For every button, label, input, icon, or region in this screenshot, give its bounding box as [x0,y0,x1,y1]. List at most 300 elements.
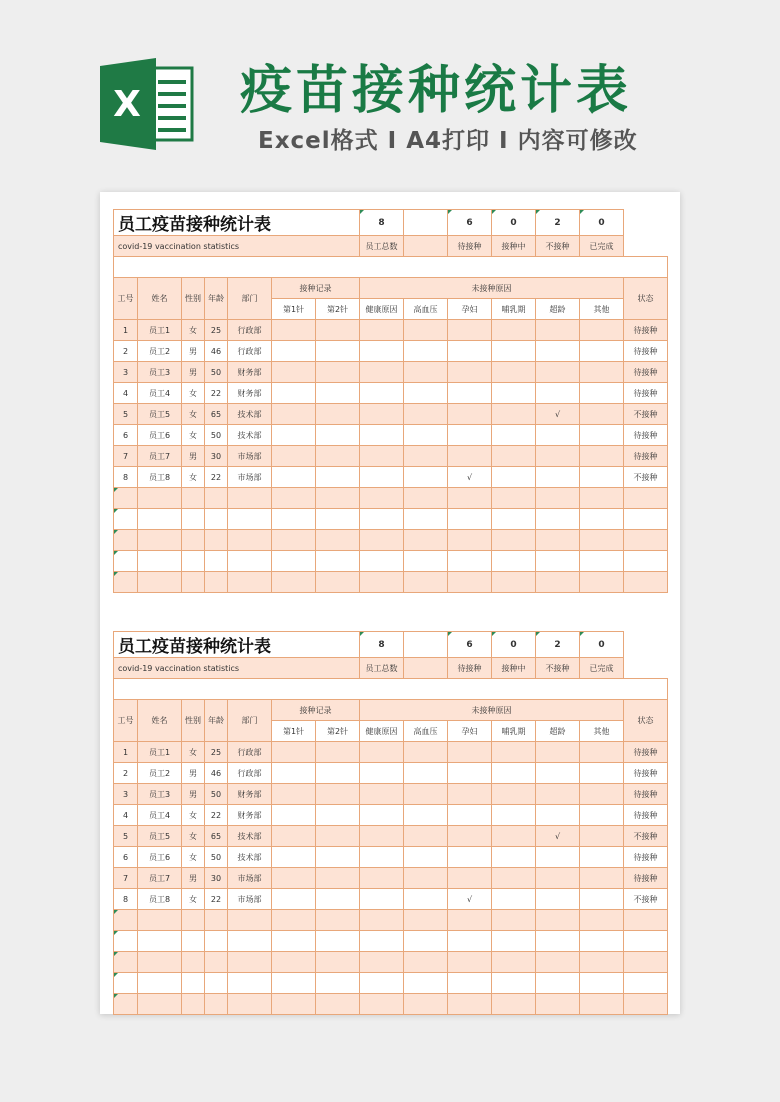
sheet-subtitle: covid-19 vaccination statistics [114,236,360,257]
cell-dose1[interactable] [272,784,316,805]
empty-cell[interactable] [492,994,536,1015]
cell-health[interactable] [360,847,404,868]
empty-cell[interactable] [448,910,492,931]
empty-cell[interactable] [360,551,404,572]
cell-health[interactable] [360,763,404,784]
empty-cell[interactable] [492,931,536,952]
empty-cell[interactable] [182,931,205,952]
cell-nursing[interactable] [492,320,536,341]
cell-other[interactable] [580,446,624,467]
cell-id: 7 [114,446,138,467]
cell-overage[interactable] [536,847,580,868]
empty-cell[interactable] [205,551,228,572]
empty-cell[interactable] [316,572,360,593]
cell-age: 50 [205,362,228,383]
empty-cell[interactable] [182,488,205,509]
cell-nursing[interactable] [492,446,536,467]
empty-cell[interactable] [404,572,448,593]
empty-cell[interactable] [272,530,316,551]
empty-cell[interactable] [580,509,624,530]
empty-cell[interactable] [492,910,536,931]
cell-dept: 市场部 [228,889,272,910]
cell-nursing[interactable] [492,742,536,763]
cell-health[interactable] [360,868,404,889]
cell-dose2[interactable] [316,847,360,868]
empty-cell[interactable] [404,509,448,530]
empty-cell[interactable] [272,994,316,1015]
empty-cell[interactable] [360,530,404,551]
empty-cell[interactable] [404,910,448,931]
cell-nursing[interactable] [492,467,536,488]
cell-other[interactable] [580,805,624,826]
cell-bp[interactable] [404,868,448,889]
empty-cell[interactable] [492,488,536,509]
cell-bp[interactable] [404,383,448,404]
empty-cell[interactable] [624,952,668,973]
empty-cell[interactable] [228,509,272,530]
empty-cell[interactable] [272,509,316,530]
cell-dose2[interactable] [316,889,360,910]
empty-cell[interactable] [205,910,228,931]
empty-cell[interactable] [624,931,668,952]
empty-cell[interactable] [404,530,448,551]
empty-cell[interactable] [114,994,138,1015]
cell-dose2[interactable] [316,446,360,467]
empty-cell[interactable] [138,910,182,931]
cell-other[interactable] [580,425,624,446]
cell-bp[interactable] [404,362,448,383]
cell-health[interactable] [360,425,404,446]
empty-cell[interactable] [316,551,360,572]
cell-other[interactable] [580,362,624,383]
cell-nursing[interactable] [492,404,536,425]
empty-cell[interactable] [228,530,272,551]
cell-overage[interactable] [536,425,580,446]
empty-cell[interactable] [360,488,404,509]
header-gender: 性别 [182,278,205,320]
empty-cell[interactable] [448,931,492,952]
cell-dose2[interactable] [316,404,360,425]
cell-health[interactable] [360,446,404,467]
empty-cell[interactable] [272,910,316,931]
empty-cell[interactable] [448,572,492,593]
empty-cell[interactable] [228,994,272,1015]
cell-overage[interactable] [536,868,580,889]
empty-cell[interactable] [624,994,668,1015]
empty-cell[interactable] [580,530,624,551]
empty-cell[interactable] [492,952,536,973]
cell-dose2[interactable] [316,341,360,362]
stat-value: 0 [580,632,624,658]
cell-health[interactable] [360,404,404,425]
empty-cell[interactable] [138,488,182,509]
cell-other[interactable] [580,467,624,488]
empty-cell[interactable] [138,931,182,952]
empty-cell[interactable] [448,551,492,572]
empty-cell[interactable] [580,994,624,1015]
document-page [100,192,680,1014]
cell-pregnant[interactable] [448,404,492,425]
cell-other[interactable] [580,889,624,910]
empty-cell[interactable] [138,509,182,530]
empty-cell[interactable] [114,509,138,530]
cell-bp[interactable] [404,847,448,868]
empty-cell[interactable] [272,952,316,973]
cell-dose1[interactable] [272,446,316,467]
empty-cell[interactable] [205,509,228,530]
cell-bp[interactable] [404,320,448,341]
cell-bp[interactable] [404,425,448,446]
empty-cell[interactable] [316,910,360,931]
empty-cell[interactable] [138,551,182,572]
cell-nursing[interactable] [492,889,536,910]
empty-cell[interactable] [316,931,360,952]
cell-pregnant[interactable] [448,847,492,868]
empty-cell[interactable] [205,572,228,593]
cell-health[interactable] [360,826,404,847]
cell-bp[interactable] [404,784,448,805]
cell-dose2[interactable] [316,383,360,404]
cell-overage[interactable] [536,763,580,784]
cell-overage[interactable] [536,446,580,467]
empty-cell[interactable] [536,530,580,551]
empty-cell[interactable] [536,952,580,973]
empty-cell[interactable] [492,572,536,593]
empty-cell[interactable] [448,509,492,530]
empty-cell[interactable] [580,931,624,952]
cell-other[interactable] [580,320,624,341]
cell-dose2[interactable] [316,362,360,383]
empty-cell[interactable] [316,973,360,994]
header-gender: 性别 [182,700,205,742]
empty-cell[interactable] [536,994,580,1015]
empty-cell[interactable] [624,910,668,931]
cell-bp[interactable] [404,742,448,763]
header-bp: 高血压 [404,721,448,742]
cell-pregnant[interactable]: √ [448,467,492,488]
empty-cell[interactable] [228,931,272,952]
empty-cell[interactable] [360,952,404,973]
empty-cell[interactable] [448,952,492,973]
cell-bp[interactable] [404,805,448,826]
cell-pregnant[interactable] [448,805,492,826]
cell-pregnant[interactable] [448,868,492,889]
empty-cell[interactable] [580,973,624,994]
empty-cell[interactable] [448,530,492,551]
empty-cell[interactable] [580,910,624,931]
cell-bp[interactable] [404,467,448,488]
cell-health[interactable] [360,320,404,341]
cell-other[interactable] [580,341,624,362]
empty-cell[interactable] [272,488,316,509]
cell-dose2[interactable] [316,826,360,847]
cell-overage[interactable] [536,467,580,488]
empty-cell[interactable] [228,488,272,509]
header-dose1: 第1针 [272,721,316,742]
empty-cell[interactable] [448,973,492,994]
stat-value: 2 [536,632,580,658]
cell-pregnant[interactable]: √ [448,889,492,910]
empty-cell[interactable] [536,509,580,530]
cell-gender: 女 [182,847,205,868]
empty-cell[interactable] [624,488,668,509]
empty-cell[interactable] [536,488,580,509]
cell-health[interactable] [360,467,404,488]
stat-blank [404,210,448,236]
empty-cell[interactable] [205,994,228,1015]
cell-dose1[interactable] [272,868,316,889]
empty-cell[interactable] [205,973,228,994]
cell-pregnant[interactable] [448,362,492,383]
stat-blank [404,236,448,257]
empty-cell[interactable] [228,551,272,572]
empty-cell[interactable] [492,509,536,530]
empty-cell[interactable] [624,973,668,994]
cell-health[interactable] [360,341,404,362]
empty-cell[interactable] [272,931,316,952]
cell-overage[interactable] [536,784,580,805]
empty-cell[interactable] [404,994,448,1015]
empty-cell[interactable] [360,931,404,952]
empty-cell[interactable] [580,551,624,572]
cell-nursing[interactable] [492,341,536,362]
cell-nursing[interactable] [492,868,536,889]
cell-age: 65 [205,404,228,425]
empty-cell[interactable] [205,530,228,551]
empty-cell[interactable] [360,910,404,931]
empty-cell[interactable] [536,931,580,952]
cell-dose1[interactable] [272,805,316,826]
empty-cell[interactable] [114,530,138,551]
empty-cell[interactable] [404,551,448,572]
empty-cell[interactable] [182,530,205,551]
empty-cell[interactable] [316,994,360,1015]
cell-other[interactable] [580,763,624,784]
cell-other[interactable] [580,383,624,404]
cell-dose2[interactable] [316,784,360,805]
cell-overage[interactable] [536,889,580,910]
cell-dose1[interactable] [272,847,316,868]
cell-bp[interactable] [404,826,448,847]
cell-pregnant[interactable] [448,320,492,341]
empty-cell[interactable] [360,994,404,1015]
empty-cell[interactable] [182,910,205,931]
header-overage: 超龄 [536,299,580,320]
cell-dose2[interactable] [316,467,360,488]
cell-overage[interactable] [536,320,580,341]
cell-health[interactable] [360,784,404,805]
cell-status: 待接种 [624,362,668,383]
empty-cell[interactable] [182,509,205,530]
cell-other[interactable] [580,404,624,425]
empty-cell[interactable] [114,572,138,593]
empty-cell[interactable] [228,952,272,973]
cell-bp[interactable] [404,446,448,467]
empty-cell[interactable] [182,994,205,1015]
cell-age: 46 [205,341,228,362]
cell-dose1[interactable] [272,889,316,910]
cell-nursing[interactable] [492,784,536,805]
cell-health[interactable] [360,805,404,826]
cell-other[interactable] [580,826,624,847]
empty-cell[interactable] [492,551,536,572]
cell-status: 待接种 [624,784,668,805]
cell-overage[interactable] [536,362,580,383]
empty-cell[interactable] [182,952,205,973]
cell-dose1[interactable] [272,404,316,425]
empty-cell[interactable] [114,973,138,994]
stat-value-total: 8 [360,632,404,658]
cell-overage[interactable]: √ [536,826,580,847]
cell-dose1[interactable] [272,826,316,847]
stat-value: 6 [448,210,492,236]
cell-pregnant[interactable] [448,742,492,763]
empty-cell[interactable] [182,973,205,994]
cell-bp[interactable] [404,889,448,910]
empty-cell[interactable] [316,488,360,509]
cell-nursing[interactable] [492,805,536,826]
empty-cell[interactable] [272,973,316,994]
empty-cell[interactable] [138,952,182,973]
cell-health[interactable] [360,362,404,383]
cell-age: 25 [205,320,228,341]
cell-dose2[interactable] [316,742,360,763]
empty-cell[interactable] [536,973,580,994]
stat-label-total: 员工总数 [360,236,404,257]
empty-cell[interactable] [624,530,668,551]
empty-cell[interactable] [228,973,272,994]
empty-cell[interactable] [536,551,580,572]
cell-nursing[interactable] [492,847,536,868]
empty-cell[interactable] [205,488,228,509]
empty-cell[interactable] [272,572,316,593]
cell-pregnant[interactable] [448,383,492,404]
cell-nursing[interactable] [492,826,536,847]
empty-cell[interactable] [536,910,580,931]
cell-dose1[interactable] [272,383,316,404]
table-row [114,446,668,467]
empty-cell[interactable] [114,910,138,931]
cell-dose2[interactable] [316,320,360,341]
empty-cell[interactable] [624,551,668,572]
cell-dose1[interactable] [272,320,316,341]
empty-cell[interactable] [272,551,316,572]
cell-nursing[interactable] [492,362,536,383]
empty-cell[interactable] [228,572,272,593]
empty-cell[interactable] [316,530,360,551]
empty-cell[interactable] [580,952,624,973]
cell-id: 3 [114,362,138,383]
cell-other[interactable] [580,784,624,805]
empty-cell[interactable] [492,973,536,994]
cell-other[interactable] [580,742,624,763]
empty-cell[interactable] [624,509,668,530]
empty-cell[interactable] [205,931,228,952]
empty-cell[interactable] [404,952,448,973]
cell-bp[interactable] [404,341,448,362]
cell-dose2[interactable] [316,425,360,446]
empty-cell[interactable] [114,931,138,952]
empty-cell[interactable] [138,530,182,551]
cell-pregnant[interactable] [448,763,492,784]
empty-cell[interactable] [182,551,205,572]
cell-health[interactable] [360,742,404,763]
empty-cell[interactable] [114,488,138,509]
empty-cell[interactable] [228,910,272,931]
cell-dose1[interactable] [272,742,316,763]
empty-cell[interactable] [536,572,580,593]
empty-cell[interactable] [316,952,360,973]
table-row [114,805,668,826]
cell-pregnant[interactable] [448,425,492,446]
cell-dose2[interactable] [316,868,360,889]
cell-bp[interactable] [404,763,448,784]
empty-cell[interactable] [448,994,492,1015]
cell-overage[interactable]: √ [536,404,580,425]
empty-cell[interactable] [114,551,138,572]
empty-cell[interactable] [448,488,492,509]
cell-other[interactable] [580,868,624,889]
cell-dose1[interactable] [272,341,316,362]
cell-dose2[interactable] [316,805,360,826]
cell-nursing[interactable] [492,383,536,404]
empty-cell[interactable] [404,973,448,994]
cell-nursing[interactable] [492,425,536,446]
cell-other[interactable] [580,847,624,868]
cell-overage[interactable] [536,341,580,362]
cell-dose1[interactable] [272,467,316,488]
cell-pregnant[interactable] [448,784,492,805]
cell-overage[interactable] [536,742,580,763]
table-row [114,910,668,931]
empty-cell[interactable] [360,509,404,530]
cell-bp[interactable] [404,404,448,425]
cell-dose1[interactable] [272,362,316,383]
empty-cell[interactable] [492,530,536,551]
cell-name: 员工7 [138,446,182,467]
cell-pregnant[interactable] [448,826,492,847]
empty-cell[interactable] [404,931,448,952]
empty-cell[interactable] [138,994,182,1015]
cell-dose1[interactable] [272,425,316,446]
empty-cell[interactable] [360,973,404,994]
empty-cell[interactable] [138,973,182,994]
cell-dept: 行政部 [228,341,272,362]
empty-cell[interactable] [624,572,668,593]
empty-cell[interactable] [580,488,624,509]
cell-pregnant[interactable] [448,446,492,467]
cell-pregnant[interactable] [448,341,492,362]
cell-dose2[interactable] [316,763,360,784]
empty-cell[interactable] [205,952,228,973]
empty-cell[interactable] [138,572,182,593]
empty-cell[interactable] [316,509,360,530]
empty-cell[interactable] [580,572,624,593]
cell-dose1[interactable] [272,763,316,784]
cell-name: 员工1 [138,742,182,763]
cell-overage[interactable] [536,383,580,404]
empty-cell[interactable] [404,488,448,509]
empty-cell[interactable] [360,572,404,593]
cell-nursing[interactable] [492,763,536,784]
stat-value: 6 [448,632,492,658]
cell-overage[interactable] [536,805,580,826]
empty-cell[interactable] [114,952,138,973]
cell-health[interactable] [360,383,404,404]
empty-cell[interactable] [182,572,205,593]
header-vaccination-record: 接种记录 [272,700,360,721]
cell-health[interactable] [360,889,404,910]
